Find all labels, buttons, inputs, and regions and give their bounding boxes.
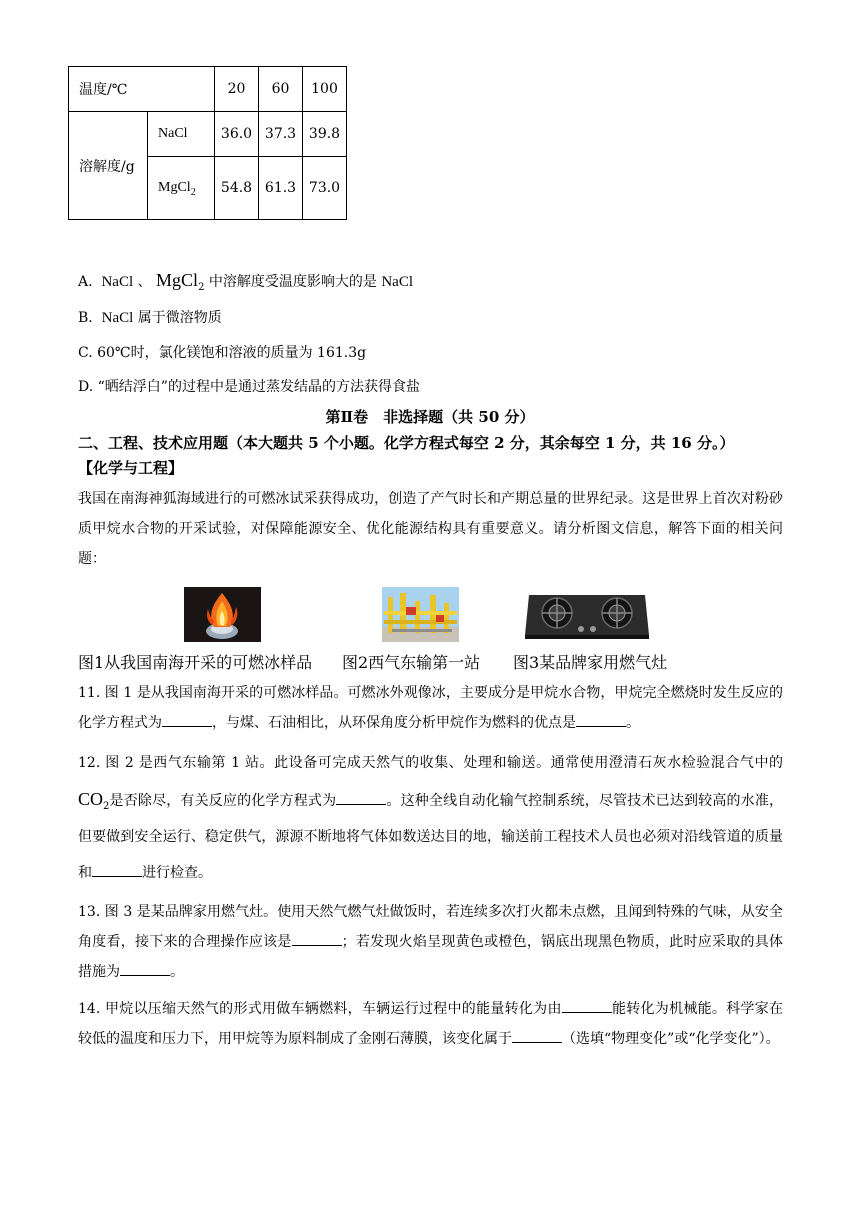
answer-blank[interactable]: [162, 712, 212, 727]
figure-2-image: [382, 587, 459, 642]
part-two-heading: 二、工程、技术应用题（本大题共 5 个小题。化学方程式每空 2 分，其余每空 1 分，共 16 分。）: [78, 434, 735, 452]
question-13: 13. 图 3 是某品牌家用燃气灶。使用天然气燃气灶做饭时，若连续多次打火都未点燃，且闻到特殊的气味，从安全角度看，接下来的合理操作应该是 ；若发现火焰呈现黄色或橙色，锅底出现黑色物质，此时应采取的具体措施为 。: [78, 904, 784, 980]
option-d: D. “晒结浮白”的过程中是通过蒸发结晶的方法获得食盐: [78, 379, 420, 395]
value-cell: 54.8: [215, 157, 259, 220]
question-11: 11. 图 1 是从我国南海开采的可燃冰样品。可燃冰外观像冰，主要成分是甲烷水合物，甲烷完全燃烧时发生反应的化学方程式为 ，与煤、石油相比，从环保角度分析甲烷作为燃料的优点是 。: [78, 685, 783, 731]
value-cell: 61.3: [259, 157, 303, 220]
figure-1-caption: 图1从我国南海开采的可燃冰样品: [78, 653, 313, 672]
figure-3-image: [523, 587, 651, 642]
subheading-chem-engineering: 【化学与工程】: [78, 459, 184, 477]
answer-blank[interactable]: [512, 1028, 562, 1043]
value-cell: 73.0: [303, 157, 347, 220]
value-cell: 39.8: [303, 112, 347, 157]
answer-blank[interactable]: [120, 961, 170, 976]
answer-blank[interactable]: [562, 998, 612, 1013]
answer-blank[interactable]: [92, 862, 142, 877]
solubility-label: 溶解度/g: [69, 112, 148, 220]
option-b: B. NaCl 属于微溶物质: [78, 310, 222, 326]
answer-blank[interactable]: [292, 931, 342, 946]
temp-cell: 60: [259, 67, 303, 112]
substance-mgcl2: MgCl$_2$: [148, 157, 215, 220]
answer-blank[interactable]: [576, 712, 626, 727]
substance-nacl: NaCl: [148, 112, 215, 157]
temp-cell: 20: [215, 67, 259, 112]
solubility-table: [68, 66, 347, 220]
temperature-label: 温度/℃: [69, 67, 215, 112]
value-cell: 37.3: [259, 112, 303, 157]
figure-1-image: [184, 587, 261, 642]
option-a: A. NaCl 、 MgCl$_2$ 中溶解度受温度影响大的是 NaCl: [78, 270, 414, 293]
temp-cell: 100: [303, 67, 347, 112]
section-title: 第Ⅱ卷 非选择题（共 50 分）: [325, 408, 535, 426]
intro-paragraph: 我国在南海神狐海域进行的可燃冰试采获得成功，创造了产气时长和产期总量的世界纪录。这是世界上首次对粉砂质甲烷水合物的开采试验，对保障能源安全、优化能源结构具有重要意义。请分析图文信息，解答下面的相关问题：: [78, 491, 783, 567]
figure-3-caption: 图3某品牌家用燃气灶: [513, 653, 668, 672]
question-14: 14. 甲烷以压缩天然气的形式用做车辆燃料，车辆运行过程中的能量转化为由 能转化为机械能。科学家在较低的温度和压力下，用甲烷等为原料制成了金刚石薄膜，该变化属于 （选填“物理变化”或“化学变化”）。: [78, 994, 783, 1054]
option-c: C. 60℃时，氯化镁饱和溶液的质量为 161.3g: [78, 345, 367, 361]
question-12: 12. 图 2 是西气东输第 1 站。此设备可完成天然气的收集、处理和输送。通常使用澄清石灰水检验混合气中的$CO_2$是否除尽，有关反应的化学方程式为 。这种全线自动化输气控制系统，尽管技术已达到较高的水准，但要做到安全运行、稳定供气，源源不断地将气体如数送达目的地，输送前工程技术人员也必须对沿线管道的质量和 进行检查。: [78, 755, 783, 881]
value-cell: 36.0: [215, 112, 259, 157]
figure-2-caption: 图2西气东输第一站: [342, 653, 481, 672]
answer-blank[interactable]: [336, 790, 386, 805]
